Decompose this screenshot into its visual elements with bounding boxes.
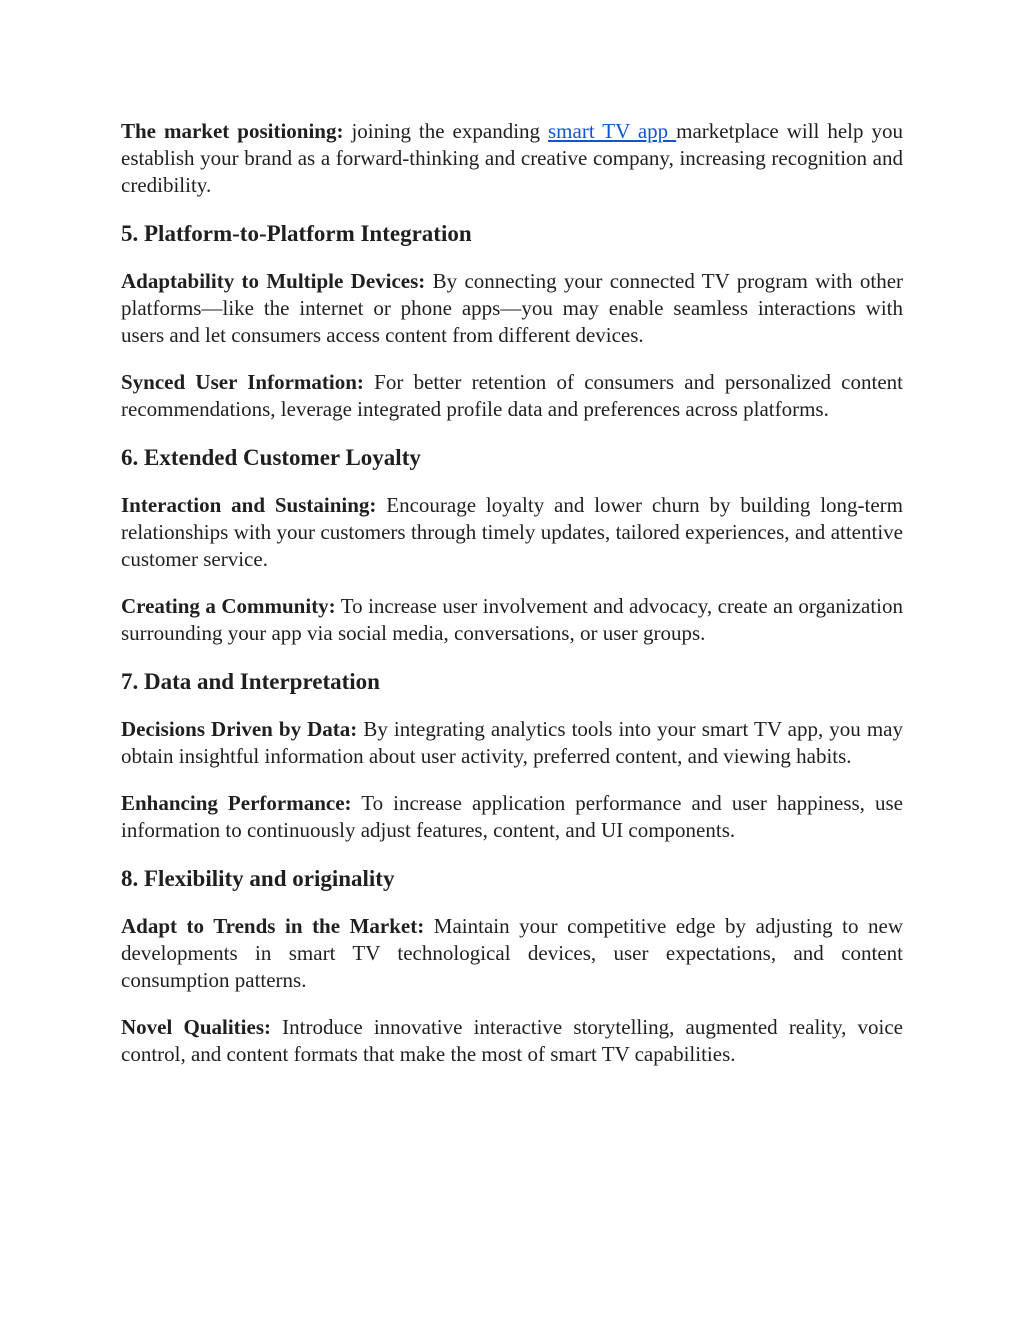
paragraph-text: To increase application performance and user happiness, use information to continuously adjust features, content, and UI components. <box>121 791 903 842</box>
section-heading-customer-loyalty: 6. Extended Customer Loyalty <box>121 445 421 470</box>
paragraph-text: Introduce innovative interactive storytelling, augmented reality, voice control, and content formats that make the most of smart TV capabilities. <box>121 1015 903 1066</box>
paragraph-label: Adapt to Trends in the Market: <box>121 914 425 938</box>
intro-text-before-link: joining the expanding <box>343 119 548 143</box>
smart-tv-app-link[interactable]: smart TV app <box>548 119 677 143</box>
document-page <box>121 118 903 1088</box>
section-heading-data-interpretation: 7. Data and Interpretation <box>121 669 380 694</box>
paragraph-text: For better retention of consumers and personalized content recommendations, leverage integrated profile data and preferences across platforms. <box>121 370 903 421</box>
section-heading-flexibility: 8. Flexibility and originality <box>121 866 395 891</box>
paragraph-synced-user-info <box>121 369 903 423</box>
intro-text-after-link: marketplace will help you establish your brand as a forward-thinking and creative company, increasing recognition and credibility. <box>121 119 903 197</box>
paragraph-multiple-devices <box>121 268 903 349</box>
paragraph-label: Novel Qualities: <box>121 1015 271 1039</box>
paragraph-interaction-sustaining <box>121 492 903 573</box>
paragraph-label: Enhancing Performance: <box>121 791 352 815</box>
paragraph-text: Encourage loyalty and lower churn by building long-term relationships with your customers through timely updates, tailored experiences, and attentive customer service. <box>121 493 904 571</box>
paragraph-creating-community <box>121 593 903 647</box>
paragraph-data-driven-decisions <box>121 716 903 770</box>
paragraph-text: To increase user involvement and advocacy, create an organization surrounding your app via social media, conversations, or user groups. <box>121 594 904 645</box>
intro-label: The market positioning: <box>121 119 344 143</box>
paragraph-text: Maintain your competitive edge by adjusting to new developments in smart TV technological devices, user expectations, and content consumption patterns. <box>121 914 903 992</box>
paragraph-novel-qualities <box>121 1014 903 1068</box>
paragraph-label: Creating a Community: <box>121 594 336 618</box>
paragraph-adapt-to-trends <box>121 913 903 994</box>
paragraph-text: By connecting your connected TV program with other platforms—like the internet or phone apps—you may enable seamless interactions with users and let consumers access content from different devices. <box>121 269 904 347</box>
intro-paragraph <box>121 118 903 199</box>
paragraph-text: By integrating analytics tools into your smart TV app, you may obtain insightful information about user activity, preferred content, and viewing habits. <box>121 717 903 768</box>
paragraph-label: Interaction and Sustaining: <box>121 493 377 517</box>
paragraph-enhancing-performance <box>121 790 903 844</box>
section-heading-platform-integration: 5. Platform-to-Platform Integration <box>121 221 472 246</box>
paragraph-label: Decisions Driven by Data: <box>121 717 358 741</box>
paragraph-label: Synced User Information: <box>121 370 364 394</box>
paragraph-label: Adaptability to Multiple Devices: <box>121 269 426 293</box>
